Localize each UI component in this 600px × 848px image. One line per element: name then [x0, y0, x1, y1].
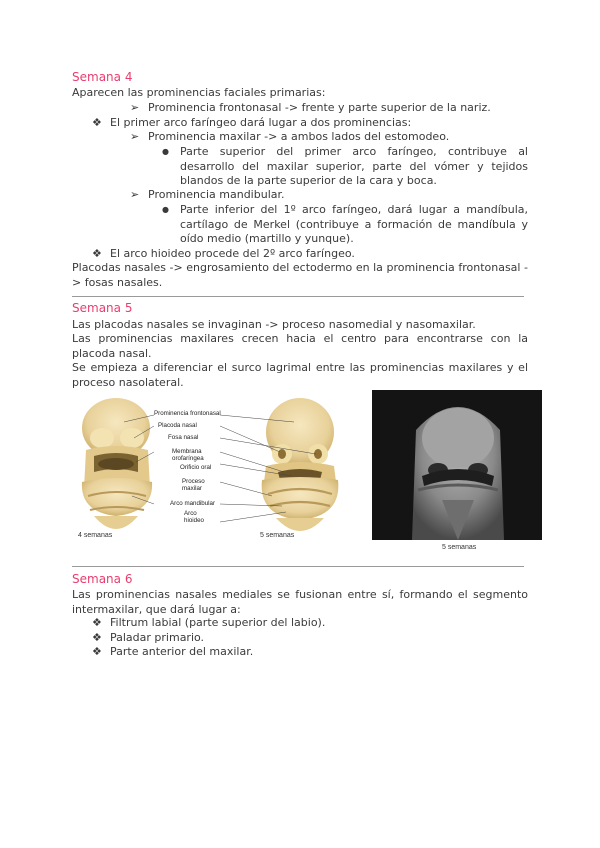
label-arco-hioideo: Arco hioideo: [184, 510, 204, 524]
diamond-bullet-icon: ❖: [92, 631, 102, 644]
week4-intro: Aparecen las prominencias faciales primarias:: [72, 86, 326, 99]
bullet-text: Prominencia maxilar -> a ambos lados del estomodeo.: [148, 130, 450, 143]
embryo-5-weeks: [262, 398, 339, 531]
week4-closing: Placodas nasales -> engrosamiento del ectodermo en la prominencia frontonasal -> fosas nasales.: [72, 261, 528, 289]
bullet-text: El arco hioideo procede del 2º arco faríngeo.: [110, 247, 355, 260]
caption-5-semanas: 5 semanas: [260, 532, 295, 539]
label-orificio: Orificio oral: [180, 464, 212, 471]
week4-bullet-maxilar-detail: [162, 145, 528, 189]
bullet-text: Parte superior del primer arco faríngeo, contribuye al desarrollo del maxilar superior, parte del vómer y tejidos blandos de la parte superior de la cara y boca.: [180, 145, 528, 188]
bullet-text: Filtrum labial (parte superior del labio).: [110, 616, 326, 629]
caption-4-semanas: 4 semanas: [78, 532, 113, 539]
week5-p1: Las placodas nasales se invaginan -> proceso nasomedial y nasomaxilar.: [72, 318, 476, 331]
bullet-text: El primer arco faríngeo dará lugar a dos prominencias:: [110, 116, 412, 129]
week4-bullet-hioideo: [92, 247, 532, 262]
week6-item-paladar: [92, 631, 522, 646]
bullet-text: Paladar primario.: [110, 631, 205, 644]
week4-title: Semana 4: [72, 70, 133, 84]
week4-bullet-mandibular-detail: [162, 203, 528, 247]
sem-embryo-image: [372, 390, 542, 540]
bullet-text: Parte anterior del maxilar.: [110, 645, 254, 658]
label-proceso: Proceso maxilar: [182, 478, 205, 492]
label-membrana: Membrana orofaríngea: [172, 448, 204, 462]
week6-item-maxilar: [92, 645, 522, 660]
arrow-bullet-icon: ➢: [130, 101, 140, 114]
diamond-bullet-icon: ❖: [92, 616, 102, 629]
week6-title: Semana 6: [72, 572, 133, 586]
dot-bullet-icon: ●: [162, 205, 169, 214]
sem-micrograph: [372, 390, 542, 551]
bullet-text: Prominencia frontonasal -> frente y parte superior de la nariz.: [148, 101, 491, 114]
week5-title: Semana 5: [72, 301, 133, 315]
label-frontonasal: Prominencia frontonasal: [154, 410, 221, 417]
arrow-bullet-icon: ➢: [130, 130, 140, 143]
week5-p3: Se empieza a diferenciar el surco lagrimal entre las prominencias maxilares y el proceso nasolateral.: [72, 361, 528, 389]
arrow-bullet-icon: ➢: [130, 188, 140, 201]
week5-p2: Las prominencias maxilares crecen hacia el centro para encontrarse con la placoda nasal.: [72, 332, 528, 360]
dot-bullet-icon: ●: [162, 147, 169, 156]
week4-bullet-mandibular: [130, 188, 530, 203]
week4-bullet-frontonasal: [130, 101, 530, 116]
label-placoda: Placoda nasal: [158, 422, 197, 429]
week6-p1: Las prominencias nasales mediales se fusionan entre sí, formando el segmento intermaxilar, que dará lugar a:: [72, 588, 528, 616]
embryo-illustration: [72, 392, 364, 554]
bullet-text: Prominencia mandibular.: [148, 188, 285, 201]
label-arco-mandibular: Arco mandibular: [170, 500, 216, 507]
week6-item-filtrum: [92, 616, 522, 631]
week4-bullet-maxilar: [130, 130, 530, 145]
section-divider: [72, 566, 524, 567]
section-divider: [72, 296, 524, 297]
diamond-bullet-icon: ❖: [92, 247, 102, 260]
caption-5-semanas-sem: 5 semanas: [442, 544, 477, 551]
week4-bullet-arco: [92, 116, 532, 131]
diamond-bullet-icon: ❖: [92, 116, 102, 129]
diamond-bullet-icon: ❖: [92, 645, 102, 658]
bullet-text: Parte inferior del 1º arco faríngeo, dará lugar a mandíbula, cartílago de Merkel (contribuye a formación de mandíbula y oído medio (martillo y yunque).: [180, 203, 528, 246]
label-fosa: Fosa nasal: [168, 434, 199, 441]
